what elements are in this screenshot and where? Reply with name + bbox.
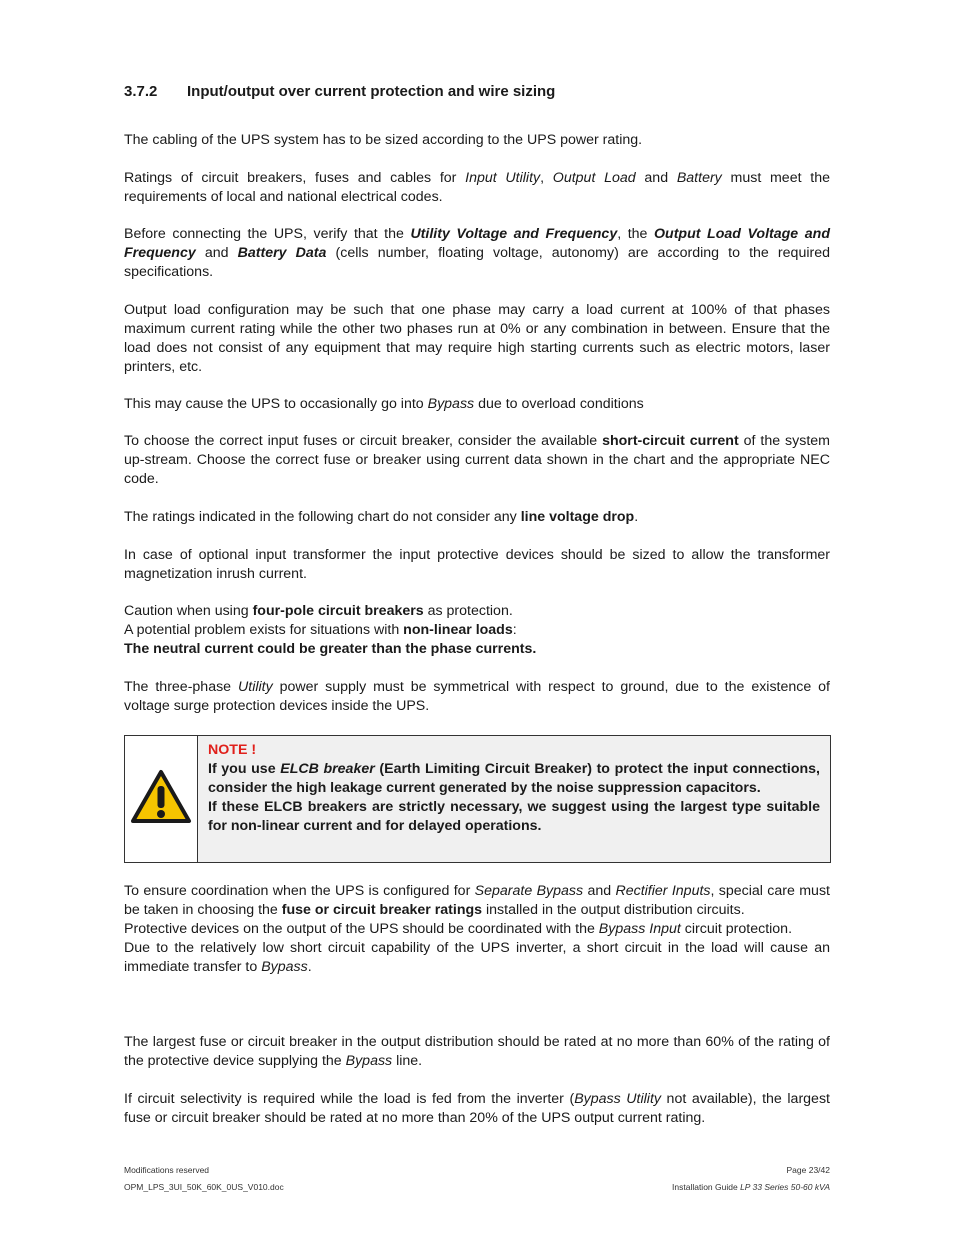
paragraph-selectivity: If circuit selectivity is required while the load is fed from the inverter (Bypass Utility not available), the largest fuse or circuit breaker should be rated at no more than 20% of the UPS output current rating. [124, 1091, 830, 1126]
paragraph-input-fuses: To choose the correct input fuses or circuit breaker, consider the available short-circuit current of the system up-stream. Choose the correct fuse or breaker using current data shown in the chart and the appropriate NEC code. [124, 433, 830, 487]
paragraph-cabling: The cabling of the UPS system has to be sized according to the UPS power rating. [124, 132, 643, 148]
note-title: NOTE ! [208, 742, 257, 758]
paragraph-coordination: To ensure coordination when the UPS is configured for Separate Bypass and Rectifier Inputs, special care must be taken in choosing the fuse or circuit breaker ratings installed in the output distribution circuits. Protective devices on the output of the UPS should be coordinated with the Bypass Input circuit protection. Due to the relatively low short circuit capability of the UPS inverter, a short circuit in the load will cause an immediate transfer to Bypass. [124, 883, 830, 975]
note-box [124, 735, 831, 863]
section-heading [124, 83, 830, 100]
section-title: Input/output over current protection and wire sizing [187, 83, 556, 100]
paragraph-ratings: Ratings of circuit breakers, fuses and cables for Input Utility, Output Load and Battery must meet the requirements of local and national electrical codes. [124, 170, 830, 205]
warning-triangle-icon [130, 769, 192, 830]
paragraph-load-configuration: Output load configuration may be such that one phase may carry a load current at 100% of that phases maximum current rating while the other two phases run at 0% or any combination in between. Ensure that the load does not consist of any equipment that may require high starting currents such as electric motors, laser printers, etc. [124, 302, 830, 375]
footer-filename: OPM_LPS_3UI_50K_60K_0US_V010.doc [124, 1182, 284, 1192]
section-number: 3.7.2 [124, 83, 158, 100]
note-elcb-suggestion: If these ELCB breakers are strictly necessary, we suggest using the largest type suitable for non-linear current and for delayed operations. [208, 799, 820, 834]
paragraph-before-connecting: Before connecting the UPS, verify that the Utility Voltage and Frequency, the Output Load Voltage and Frequency and Battery Data (cells number, floating voltage, autonomy) are according to the required specifications. [124, 226, 830, 280]
footer-page-number: Page 23/42 [786, 1165, 830, 1175]
note-icon-cell [125, 736, 198, 862]
footer-modifications: Modifications reserved [124, 1165, 210, 1175]
paragraph-three-phase: The three-phase Utility power supply must be symmetrical with respect to ground, due to the existence of voltage surge protection devices inside the UPS. [124, 679, 830, 714]
paragraph-bypass-overload: This may cause the UPS to occasionally go into Bypass due to overload conditions [124, 396, 644, 412]
note-text-cell [198, 736, 830, 862]
paragraph-transformer: In case of optional input transformer the input protective devices should be sized to allow the transformer magnetization inrush current. [124, 547, 830, 582]
paragraph-voltage-drop: The ratings indicated in the following chart do not consider any line voltage drop. [124, 509, 639, 525]
footer-document-title: Installation Guide LP 33 Series 50-60 kVA [672, 1182, 830, 1192]
paragraph-caution: Caution when using four-pole circuit breakers as protection. A potential problem exists for situations with non-linear loads: The neutral current could be greater than the phase currents. [124, 603, 537, 657]
paragraph-largest-fuse: The largest fuse or circuit breaker in the output distribution should be rated at no more than 60% of the rating of the protective device supplying the Bypass line. [124, 1034, 830, 1069]
note-elcb-paragraph: If you use ELCB breaker (Earth Limiting Circuit Breaker) to protect the input connections, consider the high leakage current generated by the noise suppression capacitors. [208, 761, 820, 796]
